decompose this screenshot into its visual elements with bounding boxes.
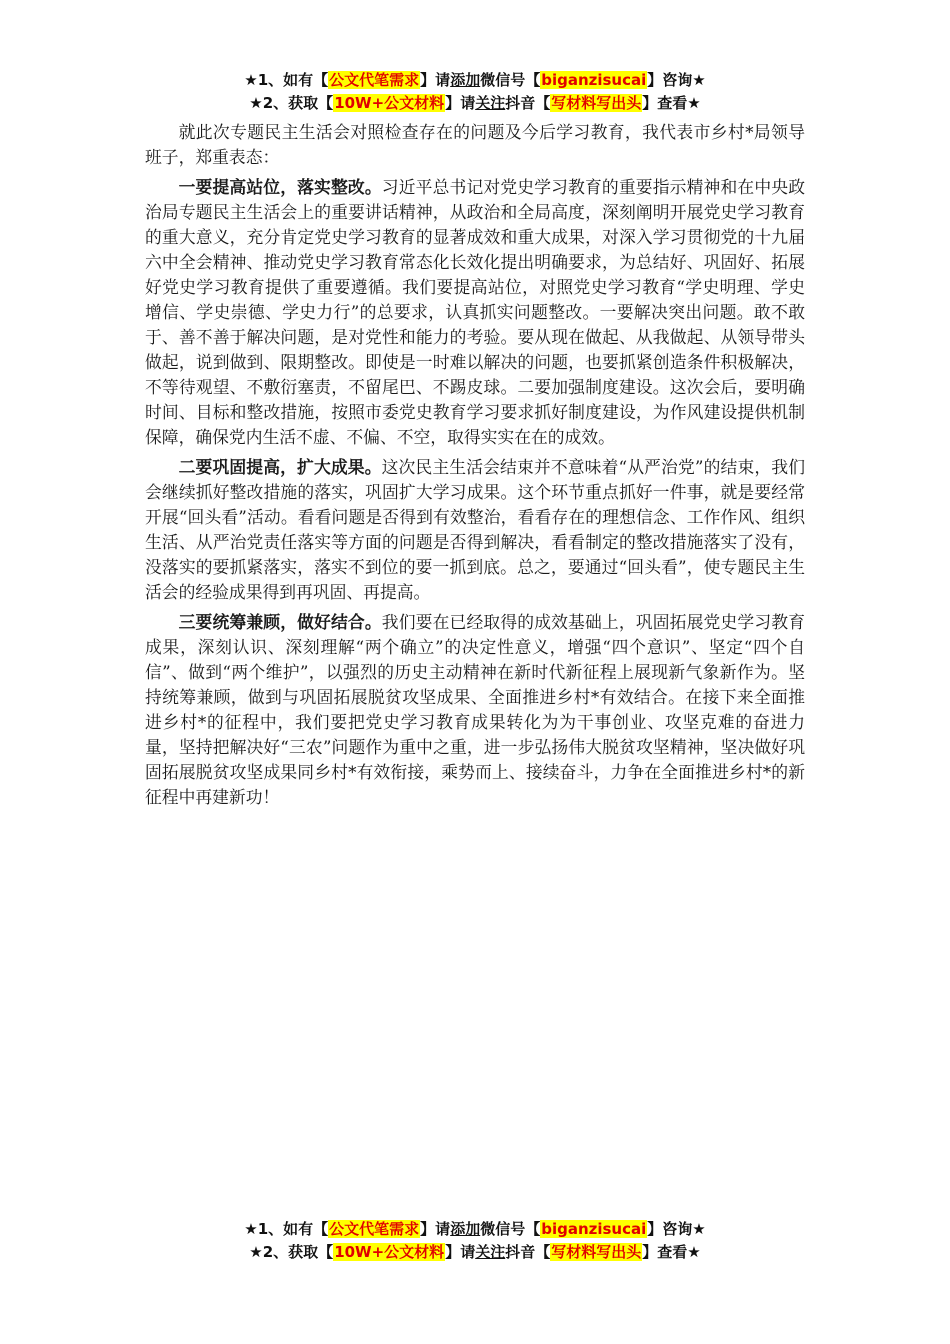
banner-text: 】查看★ [642, 94, 701, 112]
banner-text: 】咨询★ [647, 71, 706, 89]
highlight-douyin-account: 写材料写出头 [551, 1243, 642, 1261]
underlined-word: 关注 [475, 94, 506, 112]
banner-line-1 [0, 69, 950, 92]
section-paragraph-3 [145, 610, 805, 810]
banner-text: 】请 [445, 94, 476, 112]
section-heading: 三要统筹兼顾，做好结合。 [178, 612, 382, 632]
banner-line-2 [0, 1241, 950, 1264]
banner-line-1 [0, 1218, 950, 1241]
section-heading: 一要提高站位，落实整改。 [178, 177, 382, 197]
section-text: 习近平总书记对党史学习教育的重要指示精神和在中央政治局专题民主生活会上的重要讲话精神，从政治和全局高度，深刻阐明开展党史学习教育的重大意义，充分肯定党史学习教育的显著成效和重大成果，对深入学习贯彻党的十九届六中全会精神、推动党史学习教育常态化长效化提出明确要求，为总结好、巩固好、拓展好党史学习教育提供了重要遵循。我们要提高站位，对照党史学习教育“学史明理、学史增信、学史崇德、学史力行”的总要求，认真抓实问题整改。一要解决突出问题。敢不敢于、善不善于解决问题，是对党性和能力的考验。要从现在做起、从我做起、从领导带头做起，说到做到、限期整改。即使是一时难以解决的问题，也要抓紧创造条件积极解决，不等待观望、不敷衍塞责，不留尾巴、不踢皮球。二要加强制度建设。这次会后，要明确时间、目标和整改措施，按照市委党史教育学习要求抓好制度建设，为作风建设提供机制保障，确保党内生活不虚、不偏、不空，取得实实在在的成效。 [145, 177, 805, 447]
intro-paragraph: 就此次专题民主生活会对照检查存在的问题及今后学习教育，我代表市乡村*局领导班子，郑重表态： [145, 122, 805, 167]
section-text: 这次民主生活会结束并不意味着“从严治党”的结束，我们会继续抓好整改措施的落实，巩固扩大学习成果。这个环节重点抓好一件事，就是要经常开展“回头看”活动。看看问题是否得到有效整治，看看存在的理想信念、工作作风、组织生活、从严治党责任落实等方面的问题是否得到解决，看看制定的整改措施落实了没有，没落实的要抓紧落实，落实不到位的要一抓到底。总之，要通过“回头看”，使专题民主生活会的经验成果得到再巩固、再提高。 [145, 457, 805, 602]
section-heading: 二要巩固提高，扩大成果。 [178, 457, 382, 477]
underlined-word: 添加 [450, 71, 481, 89]
banner-text: 】咨询★ [647, 1220, 706, 1238]
banner-text: 】查看★ [642, 1243, 701, 1261]
underlined-word: 关注 [475, 1243, 506, 1261]
section-paragraph-1 [145, 175, 805, 450]
banner-text: 】请 [420, 1220, 451, 1238]
footer-banner [0, 1218, 950, 1264]
underlined-word: 添加 [450, 1220, 481, 1238]
banner-text: 微信号【 [480, 1220, 541, 1238]
banner-text: 】请 [445, 1243, 476, 1261]
highlight-wechat-id: biganzisucai [541, 71, 647, 89]
highlight-materials: 10W+公文材料 [334, 1243, 445, 1261]
banner-text: ★1、如有【 [244, 71, 329, 89]
highlight-wechat-id: biganzisucai [541, 1220, 647, 1238]
banner-text: 抖音【 [505, 94, 551, 112]
highlight-materials: 10W+公文材料 [334, 94, 445, 112]
banner-text: 】请 [420, 71, 451, 89]
document-body [145, 120, 805, 815]
highlight-service: 公文代笔需求 [329, 71, 420, 89]
banner-text: ★2、获取【 [249, 1243, 334, 1261]
section-text: 我们要在已经取得的成效基础上，巩固拓展党史学习教育成果，深刻认识、深刻理解“两个确立”的决定性意义，增强“四个意识”、坚定“四个自信”、做到“两个维护”，以强烈的历史主动精神在新时代新征程上展现新气象新作为。坚持统筹兼顾，做到与巩固拓展脱贫攻坚成果、全面推进乡村*有效结合。在接下来全面推进乡村*的征程中，我们要把党史学习教育成果转化为为干事创业、攻坚克难的奋进力量，坚持把解决好“三农”问题作为重中之重，进一步弘扬伟大脱贫攻坚精神，坚决做好巩固拓展脱贫攻坚成果同乡村*有效衔接，乘势而上、接续奋斗，力争在全面推进乡村*的新征程中再建新功！ [145, 612, 805, 807]
banner-text: 微信号【 [480, 71, 541, 89]
banner-text: ★1、如有【 [244, 1220, 329, 1238]
section-paragraph-2 [145, 455, 805, 605]
banner-line-2 [0, 92, 950, 115]
highlight-service: 公文代笔需求 [329, 1220, 420, 1238]
banner-text: ★2、获取【 [249, 94, 334, 112]
banner-text: 抖音【 [505, 1243, 551, 1261]
highlight-douyin-account: 写材料写出头 [551, 94, 642, 112]
header-banner [0, 69, 950, 115]
